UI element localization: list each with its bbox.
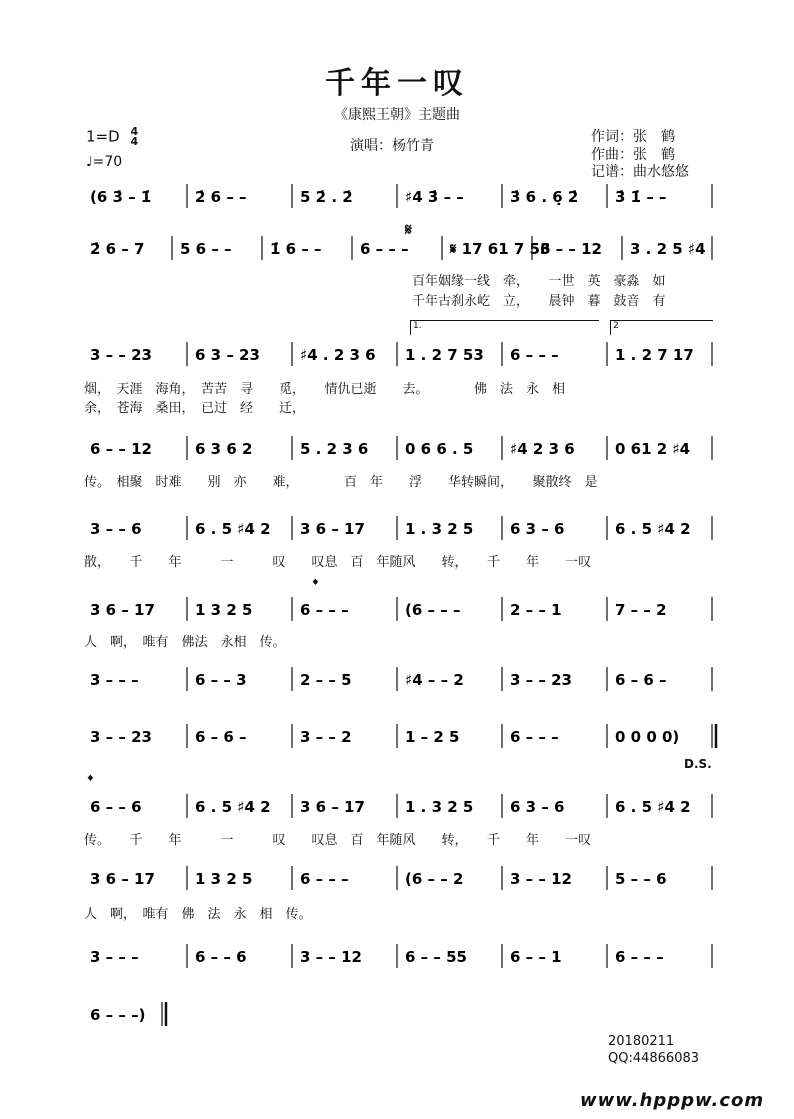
score-row-11 [84,940,714,980]
bar-notes: 6 . 5 ♯4 2 [195,798,271,816]
bar-notes: 6 – – – [360,240,409,258]
bar-notes: 3̇ 6 . 6̣ 2̇ [510,188,579,206]
ds-mark: D.S. [684,757,712,771]
score-row-4 [84,432,714,472]
volta-1-label: 1. [413,321,422,331]
score-row-9 [84,790,714,830]
lyric-text: 人 啊， 唯有 佛 法 永 相 传。 [84,907,312,922]
score-row-svg [84,790,714,830]
score-row-svg [84,940,714,980]
bar-notes: 0 6 6 . 5 [405,440,474,458]
bar-notes: 2̇ 6 – 7 [90,240,145,258]
time-sig-bottom: 4 [130,135,139,148]
bar-notes: 2 – – 1 [510,601,562,619]
bar-notes: (6 – – – [405,601,461,619]
bar-notes: 0 0 0 0) [615,728,680,746]
bar-notes: 6 – – 6 [90,798,142,816]
bar-notes: ♯4 – – 2 [405,671,464,689]
bar-notes: (6 – – 2 [405,870,464,888]
bar-notes: 1 3 2 5 [195,601,253,619]
bar-notes: 2̇ 6 – – [195,188,247,206]
bar-notes: 6 – – 55 [405,948,467,966]
score-row-svg [84,512,714,552]
bar-notes: 5 . 2 3 6 [300,440,369,458]
subtitle: 《康熙王朝》主题曲 [334,107,460,123]
lyric-text: 千年古刹永屹 立， 晨钟 暮 鼓音 有 [412,294,666,309]
volta-1 [410,320,599,335]
bar-notes: 6 3 – 6 [510,798,565,816]
key-signature [86,127,138,147]
watermark: www.hpppw.com [580,1090,765,1111]
singer-credit: 演唱：杨竹青 [350,138,434,154]
bar-notes: 3 – – – [90,671,139,689]
lyricist-credit: 作词：张 鹤 [591,129,675,145]
bar-notes: 6 – – 3 [195,671,247,689]
score-row-svg [84,432,714,472]
bar-notes: 1 3 2 5 [195,870,253,888]
coda-mark-2: 𝄌 [88,773,93,789]
bar-notes: 5 – – 6 [615,870,667,888]
footer-date: 20180211 [608,1034,675,1049]
score-row-svg [84,180,714,220]
score-row-8 [84,720,714,760]
bar-notes: 6 – 6 – [195,728,247,746]
lyric-text: 传。 相聚 时难 别 亦 难， 百 年 浮 华转瞬间， 聚散终 是 [84,475,598,490]
bar-notes: 0 61 2 ♯4 [615,440,691,458]
segno-mark: 𝄋 [405,220,412,239]
score-row-2 [84,232,714,272]
bar-notes: 1 . 3 2 5 [405,520,474,538]
score-row-svg [84,862,714,902]
bar-notes: 3 6 – 17 [90,601,155,619]
bar-notes: 1̇ 6 – – [270,240,322,258]
bar-notes: 6 – – 12 [540,240,602,258]
bar-notes: ♯4 . 2 3 6 [300,346,376,364]
score-row-svg [84,338,714,378]
bar-notes: 3 – – – [90,948,139,966]
lyric-text: 传。 千 年 一 叹 叹息 百 年随风 转， 千 年 一叹 [84,833,592,848]
score-row-5 [84,512,714,552]
bar-notes: ♯4 3̇ – – [405,188,464,206]
tempo-mark: ♩=70 [86,154,123,170]
bar-notes: 1 – 2 5 [405,728,460,746]
score-row-svg [84,593,714,633]
bar-notes: 6 – – 12 [90,440,152,458]
bar-notes: 6 – – – [510,728,559,746]
bar-notes: (6 3̇ – 1̇ [90,188,152,206]
lyric-text: 人 啊， 唯有 佛法 永相 传。 [84,635,286,650]
volta-2-label: 2 [613,321,619,331]
score-row-10 [84,862,714,902]
bar-notes: 3 – – 12 [300,948,362,966]
bar-notes: 3 . 2 5 ♯4 [630,240,706,258]
bar-notes: 6 – – – [300,870,349,888]
bar-notes: 3 6 – 17 [300,798,365,816]
score-row-6 [84,593,714,633]
bar-notes: 6 3 6 2 [195,440,253,458]
bar-notes: 3 – – 12 [510,870,572,888]
bar-notes: 6 . 5 ♯4 2 [615,520,691,538]
bar-notes: 3 6 – 17 [90,870,155,888]
score-row-7 [84,663,714,703]
lyric-text: 散， 千 年 一 叹 叹息 百 年随风 转， 千 年 一叹 [84,555,592,570]
bar-notes: 6 3 – 23 [195,346,260,364]
composer-credit: 作曲：张 鹤 [591,147,675,163]
score-row-svg [84,998,714,1038]
bar-notes: 1 . 2 7 17 [615,346,694,364]
bar-notes: 1 . 3 2 5 [405,798,474,816]
bar-notes: 7 – – 2 [615,601,667,619]
bar-notes: 6 – – 6 [195,948,247,966]
bar-notes: 3 6 – 17 [300,520,365,538]
bar-notes: 3 – – 6 [90,520,142,538]
key-label: 1=D [86,127,120,146]
lyric-text: 烟， 天涯 海角， 苦苦 寻 觅， 情仇已逝 去。 佛 法 永 相 [84,382,566,397]
score-row-12 [84,998,714,1038]
time-sig-top: 4 [130,125,139,138]
page-title: 千年一叹 [325,66,469,101]
bar-notes: 6 – 6 – [615,671,667,689]
bar-notes: 3 – – 23 [510,671,572,689]
bar-notes: 1 . 2 7 53 [405,346,484,364]
bar-notes: 3 – – 23 [90,346,152,364]
bar-notes: 6 – – – [510,346,559,364]
score-row-1 [84,180,714,220]
transcriber-credit: 记谱：曲水悠悠 [591,164,689,180]
bar-notes: 2 – – 5 [300,671,352,689]
bar-notes: 6 – – 1 [510,948,562,966]
volta-2 [610,320,713,335]
score-row-3 [84,338,714,378]
score-row-svg [84,720,714,760]
lyric-text: 余， 苍海 桑田， 已过 经 迁， [84,401,306,416]
bar-notes: 6 – – – [615,948,664,966]
bar-notes: 5 6 – – [180,240,232,258]
footer-qq: QQ:44866083 [608,1051,700,1066]
bar-notes: 3̇ 1̇ – – [615,188,667,206]
score-row-svg [84,663,714,703]
bar-notes: 6 . 5 ♯4 2 [195,520,271,538]
bar-notes: 3 – – 23 [90,728,152,746]
lyric-text: 百年姻缘一线 牵， 一世 英 豪淼 如 [412,274,666,289]
bar-notes: 5 2̇ . 2̇ [300,188,353,206]
bar-notes: ♯4 2 3 6 [510,440,575,458]
score-row-svg [84,232,714,272]
bar-notes: 6 – – – [300,601,349,619]
coda-mark-1: 𝄌 [313,577,318,593]
bar-notes: 6 . 5 ♯4 2 [615,798,691,816]
bar-notes: 6 – – –) [90,1006,146,1024]
bar-notes: 𝄋 17 61 7 53 [450,240,551,258]
bar-notes: 3 – – 2 [300,728,352,746]
bar-notes: 6 3 – 6 [510,520,565,538]
